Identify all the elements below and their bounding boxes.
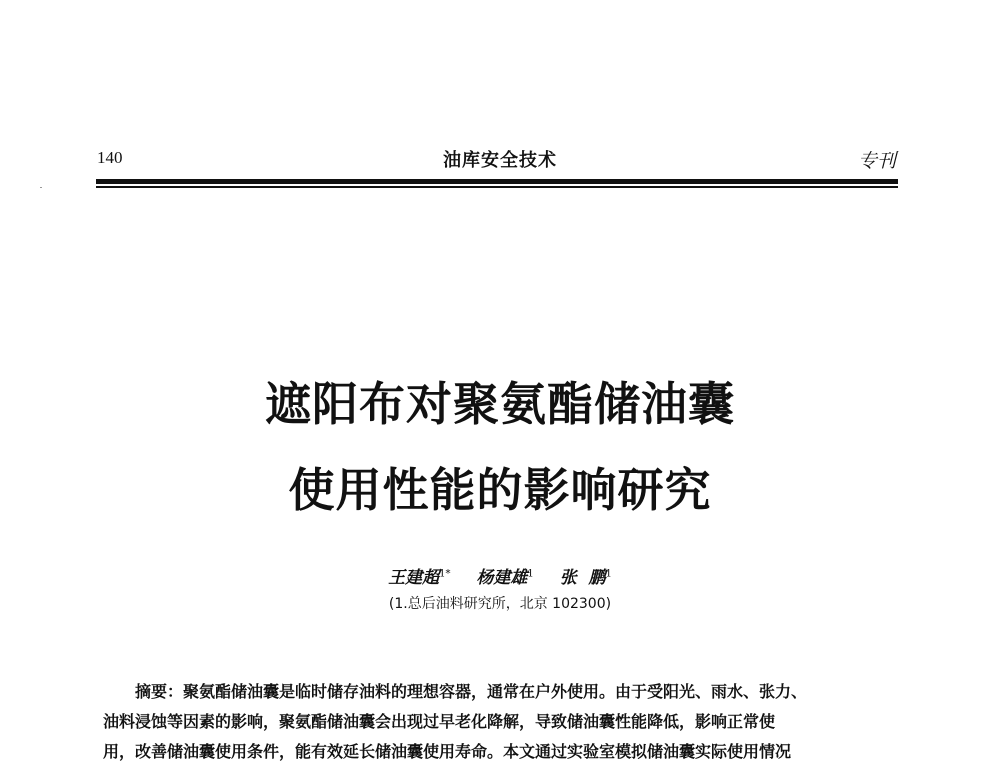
article-title-line-1: 遮阳布对聚氨酯储油囊 — [265, 377, 735, 431]
abstract-line-1 — [103, 677, 898, 707]
abstract — [103, 677, 898, 767]
abstract-label: 摘要： — [135, 682, 184, 701]
author-marker: 1 — [527, 568, 534, 580]
header-rule-thin — [96, 186, 898, 188]
author-marker: 1 — [605, 568, 612, 580]
header-rule-thick — [96, 179, 898, 184]
author-name: 王建超 — [388, 568, 440, 588]
author-name: 杨建雄 — [476, 568, 528, 588]
article-title-line-2: 使用性能的影响研究 — [288, 463, 712, 517]
abstract-line-3: 用，改善储油囊使用条件，能有效延长储油囊使用寿命。本文通过实验室模拟储油囊实际使用情况 — [103, 742, 792, 761]
journal-name: 油库安全技术 — [443, 150, 557, 171]
author — [476, 568, 533, 588]
issue-type: 专刊 — [857, 150, 896, 172]
abstract-line-2: 油料浸蚀等因素的影响，聚氨酯储油囊会出现过早老化降解，导致储油囊性能降低，影响正常使 — [103, 712, 776, 731]
author — [560, 568, 612, 588]
abstract-text-1: 聚氨酯储油囊是临时储存油料的理想容器，通常在户外使用。由于受阳光、雨水、张力、 — [183, 682, 808, 701]
author — [388, 568, 450, 588]
author-marker: 1* — [439, 568, 451, 580]
affiliation: (1.总后油料研究所，北京 102300) — [388, 596, 612, 612]
scan-speck — [40, 187, 42, 188]
author-list — [0, 563, 1000, 588]
author-name: 张 鹏 — [559, 568, 606, 588]
page-number: 140 — [97, 148, 123, 167]
